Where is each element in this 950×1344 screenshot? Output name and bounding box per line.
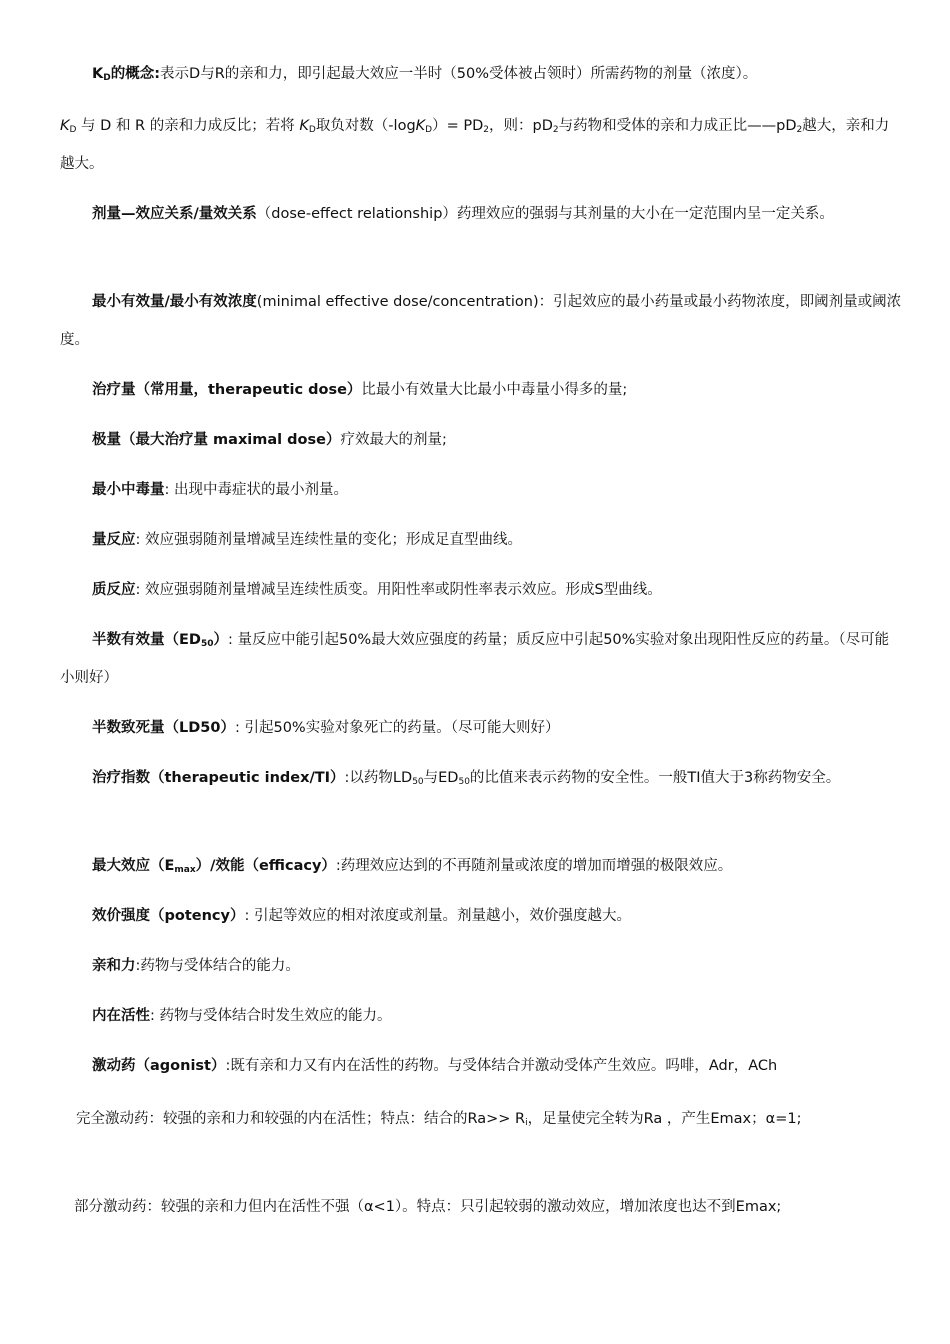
quantal-response-term: 质反应 (92, 582, 136, 598)
kd-definition-text: 表示D与R的亲和力，即引起最大效应一半时（50%受体被占领时）所需药物的剂量（浓度）。 (160, 66, 758, 82)
kd-term: $K_D$的概念: (92, 66, 161, 83)
potency-term: 效价强度（potency） (92, 908, 245, 924)
dose-effect-term: 剂量—效应关系/量效关系 (92, 206, 257, 222)
affinity-paragraph (60, 947, 900, 985)
dose-effect-text: （dose-effect relationship）药理效应的强弱与其剂量的大小在一定范围内呈一定关系。 (256, 206, 834, 222)
intrinsic-activity-text: : 药物与受体结合时发生效应的能力。 (150, 1008, 392, 1024)
partial-agonist-paragraph: 部分激动药：较强的亲和力但内在活性不强（α<1）。特点：只引起较弱的激动效应，增加浓度也达不到Emax; (74, 1199, 782, 1215)
therapeutic-index-term: 治疗指数（therapeutic index/TI） (92, 770, 345, 786)
min-toxic-text: : 出现中毒症状的最小剂量。 (164, 482, 348, 498)
ld50-text: : 引起50%实验对象死亡的药量。（尽可能大则好） (234, 720, 560, 736)
emax-text: :药理效应达到的不再随剂量或浓度的增加而增强的极限效应。 (335, 858, 733, 874)
maximal-dose-paragraph (60, 421, 900, 459)
graded-response-paragraph (60, 521, 900, 559)
affinity-term: 亲和力 (92, 958, 136, 974)
therapeutic-dose-text: 比最小有效量大比最小中毒量小得多的量; (361, 382, 628, 398)
emax-term: 最大效应$(E_{max})/$效能（efficacy） (92, 858, 336, 875)
agonist-text: :既有亲和力又有内在活性的药物。与受体结合并激动受体产生效应。吗啡，Adr，ACh (225, 1058, 778, 1074)
affinity-text: :药物与受体结合的能力。 (135, 958, 300, 974)
quantal-response-paragraph (60, 571, 900, 609)
graded-response-text: : 效应强弱随剂量增减呈连续性量的变化；形成足直型曲线。 (135, 532, 522, 548)
ed50-paragraph (60, 621, 900, 697)
min-effective-term: 最小有效量/最小有效浓度 (92, 294, 257, 310)
potency-paragraph (60, 897, 900, 935)
ed50-text: : 量反应中能引起50%最大效应强度的药量；质反应中引起50%实验对象出现阳性反应的药量。（尽可能小则好） (60, 632, 890, 686)
dose-effect-paragraph (60, 195, 900, 233)
min-effective-paragraph (60, 283, 905, 359)
ed50-term: 半数有效量$(ED_{50})$ (92, 632, 228, 649)
intrinsic-activity-term: 内在活性 (92, 1008, 150, 1024)
agonist-paragraph (60, 1047, 900, 1085)
ld50-paragraph (60, 709, 900, 747)
min-effective-text: (minimal effective dose/concentration)：引起效应的最小药量或最小药物浓度，即阈剂量或阈浓度。 (60, 294, 902, 348)
min-toxic-paragraph (60, 471, 900, 509)
maximal-dose-term: 极量（最大治疗量 maximal dose） (92, 432, 341, 448)
graded-response-term: 量反应 (92, 532, 136, 548)
therapeutic-index-paragraph: 治疗指数（therapeutic index/TI）:以药物$LD_{50}$与$ED_{50}$的比值来表示药物的安全性。一般TI值大于3称药物安全。 (92, 770, 841, 787)
therapeutic-dose-paragraph (60, 371, 900, 409)
kd-definition-paragraph (60, 55, 900, 93)
ld50-term: 半数致死量（LD50） (92, 720, 235, 736)
therapeutic-dose-term: 治疗量（常用量，therapeutic dose） (92, 382, 362, 398)
emax-paragraph (60, 847, 900, 885)
intrinsic-activity-paragraph (60, 997, 900, 1035)
potency-text: : 引起等效应的相对浓度或剂量。剂量越小，效价强度越大。 (244, 908, 631, 924)
kd-affinity-paragraph: $K_D$ 与 D 和 R 的亲和力成反比；若将 $K_D$取负对数$(-\log K_D)= PD_2$，则：$pD_2$与药物和受体的亲和力成正比$——pD_2$越大，亲和力越大。 (60, 118, 890, 172)
full-agonist-paragraph: 完全激动药：较强的亲和力和较强的内在活性；特点：结合的$Ra>> R_i$，足量使完全转为Ra ，产生Emax；α=1; (76, 1111, 802, 1128)
quantal-response-text: : 效应强弱随剂量增减呈连续性质变。用阳性率或阴性率表示效应。形成S型曲线。 (135, 582, 662, 598)
min-toxic-term: 最小中毒量 (92, 482, 165, 498)
agonist-term: 激动药（agonist） (92, 1058, 226, 1074)
maximal-dose-text: 疗效最大的剂量; (340, 432, 447, 448)
